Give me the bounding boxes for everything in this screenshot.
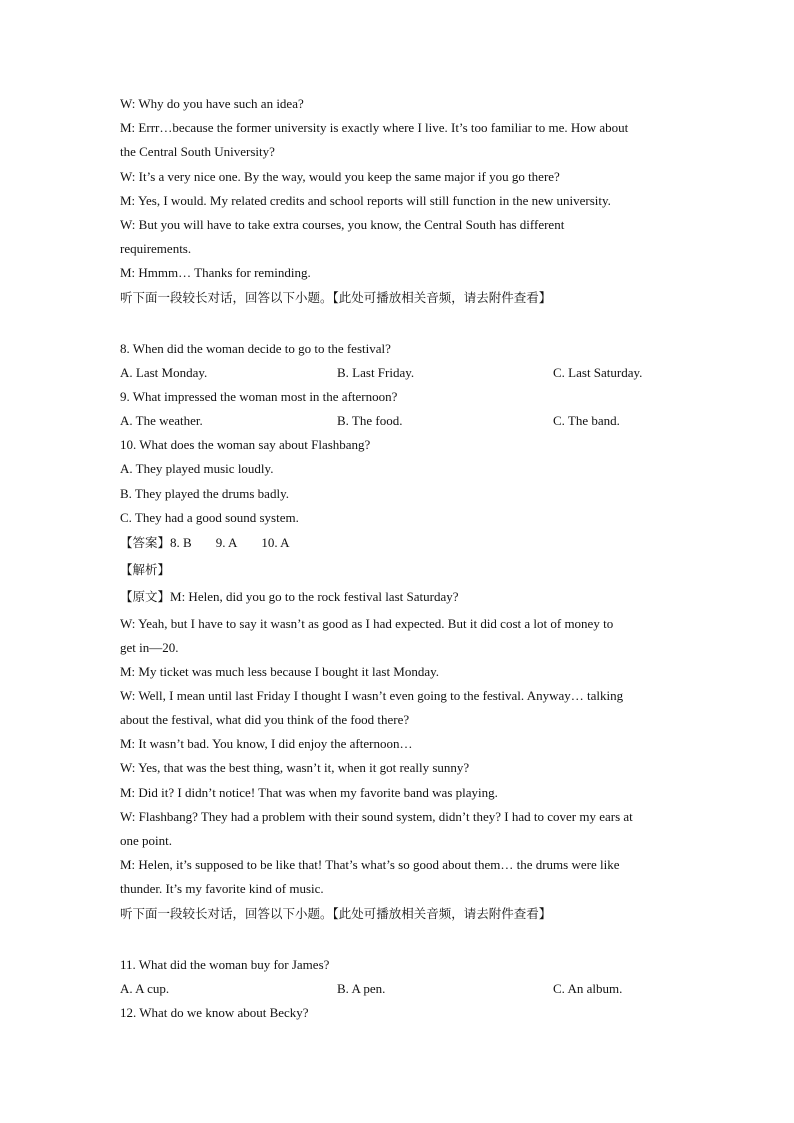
question-12: 12. What do we know about Becky?	[120, 1005, 309, 1020]
listen-instruction: 听下面一段较长对话，回答以下小题。【此处可播放相关音频，请去附件查看】	[120, 906, 552, 921]
q9-option-b: B. The food.	[337, 413, 403, 428]
answer-value: 8. B	[170, 535, 192, 550]
answer-value: 10. A	[261, 535, 290, 550]
transcript-line: M: Did it? I didn’t notice! That was when my favorite band was playing.	[120, 785, 498, 800]
q11-option-c: C. An album.	[553, 981, 623, 996]
answer-label: 【答案】	[120, 535, 171, 550]
listen-instruction: 听下面一段较长对话，回答以下小题。【此处可播放相关音频，请去附件查看】	[120, 290, 552, 305]
transcript-line: one point.	[120, 833, 172, 848]
question-10: 10. What does the woman say about Flashbang?	[120, 437, 371, 452]
q10-option-a: A. They played music loudly.	[120, 461, 274, 476]
question-11: 11. What did the woman buy for James?	[120, 957, 330, 972]
q10-option-c: C. They had a good sound system.	[120, 510, 299, 525]
transcript-line: M: Helen, it’s supposed to be like that! That’s what’s so good about them… the drums were like	[120, 857, 620, 872]
q9-option-c: C. The band.	[553, 413, 620, 428]
analysis-label: 【解析】	[120, 562, 171, 577]
answer-value: 9. A	[215, 535, 238, 550]
transcript-first-line	[120, 589, 458, 605]
dialog-line: M: Errr…because the former university is exactly where I live. It’s too familiar to me. How about	[120, 120, 629, 135]
question-9: 9. What impressed the woman most in the afternoon?	[120, 389, 398, 404]
dialog-line: W: It’s a very nice one. By the way, would you keep the same major if you go there?	[120, 169, 560, 184]
q11-option-a: A. A cup.	[120, 981, 170, 996]
question-8: 8. When did the woman decide to go to the festival?	[120, 341, 391, 356]
dialog-line: M: Hmmm… Thanks for reminding.	[120, 265, 311, 280]
dialog-line: the Central South University?	[120, 144, 275, 159]
q8-option-c: C. Last Saturday.	[553, 365, 643, 380]
transcript-label: 【原文】	[120, 589, 171, 604]
transcript-line: W: Well, I mean until last Friday I thought I wasn’t even going to the festival. Anyway… talking	[120, 688, 624, 703]
transcript-line: M: My ticket was much less because I bought it last Monday.	[120, 664, 440, 679]
answer-line	[120, 535, 290, 551]
dialog-line: W: But you will have to take extra courses, you know, the Central South has different	[120, 217, 565, 232]
transcript-line: W: Yeah, but I have to say it wasn’t as good as I had expected. But it did cost a lot of money to	[120, 616, 614, 631]
dialog-line: requirements.	[120, 241, 192, 256]
q11-option-b: B. A pen.	[337, 981, 386, 996]
transcript-line: W: Flashbang? They had a problem with their sound system, didn’t they? I had to cover my ears at	[120, 809, 633, 824]
transcript-line: about the festival, what did you think of the food there?	[120, 712, 410, 727]
transcript-line: get in—20.	[120, 640, 179, 655]
q10-option-b: B. They played the drums badly.	[120, 486, 289, 501]
transcript-text: M: Helen, did you go to the rock festival last Saturday?	[170, 589, 459, 604]
transcript-line: thunder. It’s my favorite kind of music.	[120, 881, 324, 896]
q8-option-b: B. Last Friday.	[337, 365, 415, 380]
transcript-line: W: Yes, that was the best thing, wasn’t it, when it got really sunny?	[120, 760, 470, 775]
dialog-line: W: Why do you have such an idea?	[120, 96, 304, 111]
dialog-line: M: Yes, I would. My related credits and school reports will still function in the new university.	[120, 193, 611, 208]
transcript-line: M: It wasn’t bad. You know, I did enjoy the afternoon…	[120, 736, 413, 751]
q9-option-a: A. The weather.	[120, 413, 203, 428]
q8-option-a: A. Last Monday.	[120, 365, 208, 380]
